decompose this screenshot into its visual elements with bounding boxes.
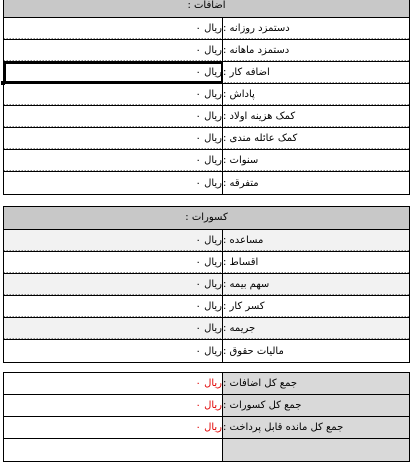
- earnings-value-cell[interactable]: ریال ۰: [4, 106, 223, 127]
- earnings-label-cell: دستمزد ماهانه :: [223, 40, 409, 61]
- earnings-label-cell: دستمزد روزانه :: [223, 18, 409, 39]
- total-earnings-value[interactable]: ریال ۰: [4, 373, 223, 394]
- earnings-row: [4, 62, 409, 84]
- deductions-label-cell: سهم بیمه :: [223, 274, 409, 295]
- earnings-label-cell: پاداش :: [223, 84, 409, 105]
- earnings-section: [3, 0, 410, 195]
- totals-row: [4, 373, 409, 395]
- deductions-row: [4, 296, 409, 318]
- net-payable-label: جمع کل مانده قابل پرداخت :: [223, 417, 409, 438]
- total-earnings-label: جمع کل اضافات :: [223, 373, 409, 394]
- net-payable-value[interactable]: ریال ۰: [4, 417, 223, 438]
- earnings-label-cell: متفرقه :: [223, 177, 259, 189]
- deductions-label-cell: کسر کار :: [223, 296, 409, 317]
- deductions-value-cell[interactable]: ریال ۰: [4, 252, 223, 273]
- totals-extra-label: [223, 439, 409, 461]
- earnings-label-cell: اضافه کار :: [223, 62, 409, 83]
- earnings-label-cell: سنوات :: [223, 150, 409, 171]
- earnings-row: [4, 128, 409, 150]
- deductions-row: [4, 274, 409, 296]
- earnings-value-cell[interactable]: ریال ۰: [4, 172, 223, 194]
- earnings-value-cell[interactable]: ریال ۰: [4, 18, 223, 39]
- deductions-row: [4, 230, 409, 252]
- selection-handle[interactable]: [1, 81, 5, 85]
- deductions-label-cell: مساعده :: [223, 230, 409, 251]
- earnings-row: [4, 40, 409, 62]
- totals-row: [4, 417, 409, 439]
- earnings-value-cell-selected[interactable]: ریال ۰: [4, 62, 223, 83]
- deductions-row: [4, 318, 409, 340]
- earnings-value-cell[interactable]: ریال ۰: [4, 84, 223, 105]
- deductions-value-cell[interactable]: ریال ۰: [4, 296, 223, 317]
- totals-extra-value[interactable]: [4, 439, 223, 461]
- earnings-label-cell: کمک عائله مندی :: [223, 128, 409, 149]
- deductions-label-cell: اقساط :: [223, 252, 409, 273]
- earnings-label-cell: کمک هزینه اولاد :: [223, 106, 409, 127]
- earnings-row: [4, 84, 409, 106]
- total-deductions-label: جمع کل کسورات :: [223, 395, 409, 416]
- earnings-value-cell[interactable]: ریال ۰: [4, 150, 223, 171]
- deductions-value-cell[interactable]: ریال ۰: [4, 318, 223, 339]
- earnings-row: [4, 106, 409, 128]
- totals-row: [4, 395, 409, 417]
- deductions-value-cell[interactable]: ریال ۰: [4, 274, 223, 295]
- earnings-row: [4, 150, 409, 172]
- earnings-row: [4, 18, 409, 40]
- earnings-header: اضافات :: [4, 0, 409, 18]
- earnings-value-cell[interactable]: ریال ۰: [4, 128, 223, 149]
- deductions-header: کسورات :: [4, 207, 409, 230]
- total-deductions-value[interactable]: ریال ۰: [4, 395, 223, 416]
- deductions-label-cell: مالیات حقوق :: [223, 345, 284, 357]
- earnings-row: [4, 172, 409, 194]
- deductions-value-cell[interactable]: ریال ۰: [4, 230, 223, 251]
- deductions-row: [4, 340, 409, 362]
- deductions-value-cell[interactable]: ریال ۰: [4, 340, 223, 362]
- totals-section: [3, 372, 410, 462]
- earnings-value-cell[interactable]: ریال ۰: [4, 40, 223, 61]
- deductions-label-cell: جریمه :: [223, 318, 409, 339]
- deductions-row: [4, 252, 409, 274]
- deductions-section: [3, 206, 410, 363]
- totals-row: [4, 439, 409, 461]
